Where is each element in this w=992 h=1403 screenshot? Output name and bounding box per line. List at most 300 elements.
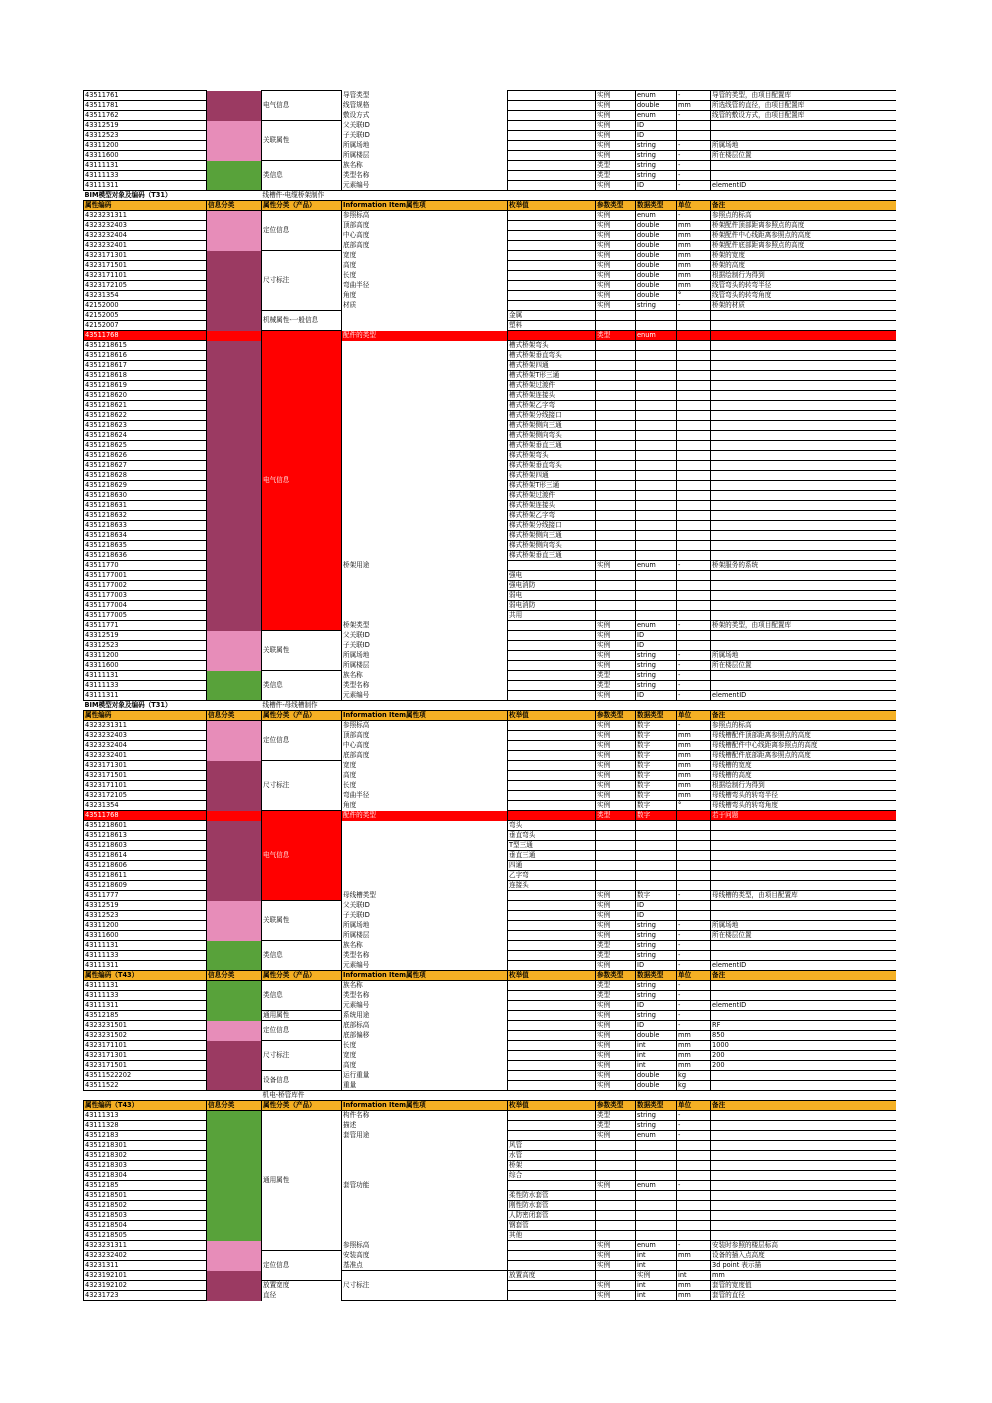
unit: ° bbox=[677, 801, 711, 811]
data-type bbox=[636, 311, 677, 321]
position-attribute-tag bbox=[207, 131, 262, 141]
enum-value bbox=[508, 1001, 596, 1011]
info-item bbox=[342, 861, 508, 871]
note bbox=[711, 1191, 897, 1201]
table-row bbox=[84, 721, 897, 731]
param-type: 实例 bbox=[596, 791, 636, 801]
enum-value bbox=[508, 1251, 596, 1261]
electric-attribute-tag bbox=[207, 581, 262, 591]
note bbox=[711, 1221, 897, 1231]
data-type: 数字 bbox=[636, 801, 677, 811]
table-row bbox=[84, 1001, 897, 1011]
enum-value: 槽式桥架连接头 bbox=[508, 391, 596, 401]
electric-attribute-tag bbox=[207, 471, 262, 481]
table-row bbox=[84, 441, 897, 451]
attr-code: 43111311 bbox=[84, 691, 207, 701]
table-row bbox=[84, 351, 897, 361]
attr-category: 定位信息 bbox=[262, 1021, 342, 1041]
enum-value: 塑料 bbox=[508, 321, 596, 331]
electric-attribute-tag bbox=[207, 281, 262, 291]
enum-value bbox=[508, 221, 596, 231]
param-type: 类型 bbox=[596, 951, 636, 961]
enum-value bbox=[596, 1271, 636, 1281]
unit bbox=[677, 641, 711, 651]
attr-code: 4323232404 bbox=[84, 231, 207, 241]
param-type: 实例 bbox=[596, 661, 636, 671]
note bbox=[711, 411, 897, 421]
product-info-tag bbox=[207, 681, 262, 691]
data-type bbox=[636, 1151, 677, 1161]
product-info-tag bbox=[207, 1231, 262, 1241]
info-item: 桥架类型 bbox=[342, 621, 508, 631]
attr-code: 4351218616 bbox=[84, 351, 207, 361]
enum-value bbox=[508, 961, 596, 971]
table-row bbox=[84, 131, 897, 141]
position-attribute-tag bbox=[207, 221, 262, 231]
info-item bbox=[342, 421, 508, 431]
param-type: 实例 bbox=[596, 901, 636, 911]
param-type: 实例 bbox=[596, 1261, 636, 1271]
param-type: 类型 bbox=[596, 1111, 636, 1121]
table-row bbox=[84, 631, 897, 641]
data-type bbox=[636, 1141, 677, 1151]
note bbox=[711, 131, 897, 141]
data-type: 数字 bbox=[636, 891, 677, 901]
param-type bbox=[596, 1231, 636, 1241]
param-type: 实例 bbox=[596, 1291, 636, 1301]
unit: - bbox=[677, 111, 711, 121]
note: 桥架配件底部距离参照点的高度 bbox=[711, 241, 897, 251]
attr-code: 43111131 bbox=[84, 941, 207, 951]
data-type bbox=[636, 501, 677, 511]
data-type: string bbox=[636, 941, 677, 951]
data-type bbox=[636, 321, 677, 331]
unit: - bbox=[677, 1121, 711, 1131]
param-type: 实例 bbox=[596, 771, 636, 781]
unit bbox=[677, 901, 711, 911]
enum-value: 乙字弯 bbox=[508, 871, 596, 881]
info-item: 参照标高 bbox=[342, 1241, 508, 1251]
unit: mm bbox=[677, 771, 711, 781]
param-type: 实例 bbox=[596, 961, 636, 971]
data-type: string bbox=[636, 661, 677, 671]
enum-value bbox=[508, 641, 596, 651]
note: 根据绘制行为得到 bbox=[711, 781, 897, 791]
position-attribute-tag bbox=[207, 721, 262, 731]
table-row bbox=[84, 571, 897, 581]
enum-value bbox=[508, 671, 596, 681]
note bbox=[711, 601, 897, 611]
attr-code: 4351218632 bbox=[84, 511, 207, 521]
electric-attribute-tag bbox=[207, 391, 262, 401]
param-type: 实例 bbox=[596, 1071, 636, 1081]
attr-code: 43111311 bbox=[84, 961, 207, 971]
table-row bbox=[84, 851, 897, 861]
unit: mm bbox=[677, 251, 711, 261]
unit: mm bbox=[677, 1051, 711, 1061]
note bbox=[711, 381, 897, 391]
attr-code: 4351218502 bbox=[84, 1201, 207, 1211]
attr-category: 通用属性 bbox=[262, 1011, 342, 1021]
highlighted-row bbox=[84, 331, 897, 341]
enum-value: 柔性防水套管 bbox=[508, 1191, 596, 1201]
info-item bbox=[342, 511, 508, 521]
unit bbox=[677, 461, 711, 471]
unit: kg bbox=[677, 1071, 711, 1081]
info-item: 套管用途 bbox=[342, 1131, 508, 1141]
table-row bbox=[84, 271, 897, 281]
param-type: 实例 bbox=[636, 1271, 677, 1281]
info-item: 宽度 bbox=[342, 1051, 508, 1061]
note bbox=[711, 121, 897, 131]
unit bbox=[677, 331, 711, 341]
param-type: 实例 bbox=[596, 261, 636, 271]
info-item: 线管规格 bbox=[342, 101, 508, 111]
electric-attribute-tag bbox=[207, 351, 262, 361]
attr-code: 4323171301 bbox=[84, 251, 207, 261]
unit: mm bbox=[677, 781, 711, 791]
section-subtitle: 机电-桥管库件 bbox=[262, 1091, 897, 1101]
unit: mm bbox=[677, 1291, 711, 1301]
table-row bbox=[84, 1011, 897, 1021]
electric-attribute-tag bbox=[207, 811, 262, 821]
enum-value bbox=[508, 111, 596, 121]
param-type bbox=[596, 841, 636, 851]
enum-value: 弱电 bbox=[508, 591, 596, 601]
unit bbox=[677, 821, 711, 831]
info-item: 中心高度 bbox=[342, 231, 508, 241]
note: 所在楼层位置 bbox=[711, 931, 897, 941]
attr-category: 尺寸标注 bbox=[262, 1041, 342, 1071]
attr-code: 4323192102 bbox=[84, 1281, 207, 1291]
section-title bbox=[84, 1091, 262, 1101]
info-item: 运行重量 bbox=[342, 1071, 508, 1081]
data-type: string bbox=[636, 981, 677, 991]
info-item bbox=[342, 881, 508, 891]
product-info-tag bbox=[207, 1011, 262, 1021]
data-type: double bbox=[636, 281, 677, 291]
header-attr-code: 属性编码（T43） bbox=[84, 971, 207, 981]
note bbox=[711, 911, 897, 921]
attr-code: 4323171101 bbox=[84, 271, 207, 281]
data-type: enum bbox=[636, 211, 677, 221]
data-type: enum bbox=[636, 1181, 677, 1191]
unit: - bbox=[677, 981, 711, 991]
enum-value: 槽式桥架乙字弯 bbox=[508, 401, 596, 411]
note bbox=[711, 941, 897, 951]
note bbox=[711, 1121, 897, 1131]
enum-value bbox=[508, 281, 596, 291]
param-type bbox=[596, 531, 636, 541]
attr-code: 43111133 bbox=[84, 171, 207, 181]
note: 所在楼层位置 bbox=[711, 661, 897, 671]
unit: mm bbox=[677, 761, 711, 771]
enum-value bbox=[508, 291, 596, 301]
enum-value bbox=[508, 721, 596, 731]
info-item: 元素编号 bbox=[342, 961, 508, 971]
unit bbox=[677, 431, 711, 441]
note bbox=[711, 901, 897, 911]
unit bbox=[677, 631, 711, 641]
param-type bbox=[596, 401, 636, 411]
enum-value bbox=[508, 731, 596, 741]
data-type bbox=[636, 861, 677, 871]
enum-value bbox=[508, 991, 596, 1001]
position-attribute-tag bbox=[207, 1251, 262, 1261]
param-type bbox=[596, 321, 636, 331]
info-item: 安装高度 bbox=[342, 1251, 508, 1261]
unit bbox=[677, 1221, 711, 1231]
table-row bbox=[84, 581, 897, 591]
note bbox=[711, 821, 897, 831]
table-row bbox=[84, 551, 897, 561]
attr-code: 43511771 bbox=[84, 621, 207, 631]
attr-code: 43231354 bbox=[84, 801, 207, 811]
note: 桥架的材质 bbox=[711, 301, 897, 311]
unit: mm bbox=[677, 261, 711, 271]
data-type: ID bbox=[636, 961, 677, 971]
data-type: string bbox=[636, 151, 677, 161]
note bbox=[711, 1211, 897, 1221]
attr-category: 类信息 bbox=[262, 941, 342, 971]
unit: - bbox=[677, 561, 711, 571]
unit: - bbox=[677, 1011, 711, 1021]
attr-code: 43111328 bbox=[84, 1121, 207, 1131]
product-info-tag bbox=[207, 1141, 262, 1151]
enum-value: 综合 bbox=[508, 1171, 596, 1181]
position-attribute-tag bbox=[207, 211, 262, 221]
attr-code: 4351218614 bbox=[84, 851, 207, 861]
electric-attribute-tag bbox=[207, 571, 262, 581]
enum-value bbox=[508, 1081, 596, 1091]
table-row bbox=[84, 1241, 897, 1251]
note: 母线槽配件中心线距离参照点的高度 bbox=[711, 741, 897, 751]
header-note: 备注 bbox=[711, 1101, 897, 1111]
position-attribute-tag bbox=[207, 741, 262, 751]
unit: mm bbox=[677, 101, 711, 111]
info-item bbox=[342, 1201, 508, 1211]
electric-attribute-tag bbox=[207, 1081, 262, 1091]
enum-value bbox=[508, 121, 596, 131]
attr-code: 4351218503 bbox=[84, 1211, 207, 1221]
param-type: 实例 bbox=[596, 221, 636, 231]
attr-code: 4351218624 bbox=[84, 431, 207, 441]
position-attribute-tag bbox=[207, 901, 262, 911]
note: elementID bbox=[711, 1001, 897, 1011]
table-row bbox=[84, 731, 897, 741]
param-type bbox=[596, 591, 636, 601]
unit: - bbox=[677, 151, 711, 161]
enum-value: 槽式桥架侧向弯头 bbox=[508, 431, 596, 441]
table-row bbox=[84, 1111, 897, 1121]
info-item: 高度 bbox=[342, 261, 508, 271]
data-type bbox=[636, 601, 677, 611]
electric-attribute-tag bbox=[207, 791, 262, 801]
attr-code: 4323232403 bbox=[84, 731, 207, 741]
param-type: 实例 bbox=[596, 1281, 636, 1291]
table-row bbox=[84, 871, 897, 881]
param-type: 实例 bbox=[596, 1251, 636, 1261]
attr-code: 4351218620 bbox=[84, 391, 207, 401]
param-type: 实例 bbox=[596, 211, 636, 221]
param-type bbox=[596, 351, 636, 361]
header-info-item: Information Item属性项 bbox=[342, 201, 508, 211]
param-type: 实例 bbox=[596, 1131, 636, 1141]
table-row bbox=[84, 231, 897, 241]
data-type: double bbox=[636, 1031, 677, 1041]
table-row bbox=[84, 881, 897, 891]
product-info-tag bbox=[207, 1001, 262, 1011]
enum-value bbox=[508, 161, 596, 171]
attr-category: 电气信息 bbox=[262, 91, 342, 121]
enum-value: 槽式桥架垂直三通 bbox=[508, 441, 596, 451]
data-type bbox=[636, 571, 677, 581]
product-info-tag bbox=[207, 671, 262, 681]
param-type bbox=[596, 501, 636, 511]
attr-category: 类信息 bbox=[262, 161, 342, 191]
note: 导管的类型，由项目配置库 bbox=[711, 91, 897, 101]
note bbox=[711, 1111, 897, 1121]
unit bbox=[677, 571, 711, 581]
table-row bbox=[84, 211, 897, 221]
param-type: 类型 bbox=[596, 981, 636, 991]
note bbox=[711, 1161, 897, 1171]
note: 200 bbox=[711, 1061, 897, 1071]
unit bbox=[677, 1211, 711, 1221]
info-item: 直径 bbox=[262, 1291, 342, 1301]
unit: - bbox=[677, 161, 711, 171]
note: 1000 bbox=[711, 1041, 897, 1051]
enum-value bbox=[508, 151, 596, 161]
note: 母线槽的高度 bbox=[711, 771, 897, 781]
data-type: ID bbox=[636, 181, 677, 191]
unit bbox=[677, 351, 711, 361]
enum-value: 刚性防水套管 bbox=[508, 1201, 596, 1211]
attr-code: 4323172105 bbox=[84, 791, 207, 801]
data-type: 数字 bbox=[636, 791, 677, 801]
data-type: int bbox=[636, 1051, 677, 1061]
param-type bbox=[596, 611, 636, 621]
electric-attribute-tag bbox=[207, 441, 262, 451]
info-item bbox=[342, 411, 508, 421]
param-type: 实例 bbox=[596, 1041, 636, 1051]
note bbox=[711, 1201, 897, 1211]
note bbox=[711, 351, 897, 361]
enum-value: 风管 bbox=[508, 1141, 596, 1151]
data-type bbox=[636, 451, 677, 461]
param-type: 实例 bbox=[596, 301, 636, 311]
note bbox=[711, 161, 897, 171]
note bbox=[711, 361, 897, 371]
note: 桥架配件顶部距离参照点的高度 bbox=[711, 221, 897, 231]
info-item bbox=[342, 821, 508, 831]
note bbox=[711, 841, 897, 851]
electric-attribute-tag bbox=[207, 491, 262, 501]
param-type: 实例 bbox=[596, 561, 636, 571]
unit bbox=[677, 1191, 711, 1201]
unit: mm bbox=[677, 231, 711, 241]
attr-code: 43111131 bbox=[84, 161, 207, 171]
note bbox=[711, 951, 897, 961]
unit: - bbox=[677, 931, 711, 941]
note bbox=[711, 861, 897, 871]
table-row bbox=[84, 931, 897, 941]
info-item: 重量 bbox=[342, 1081, 508, 1091]
table-row bbox=[84, 521, 897, 531]
table-row bbox=[84, 691, 897, 701]
header-param-type: 参数类型 bbox=[596, 1101, 636, 1111]
param-type: 实例 bbox=[596, 101, 636, 111]
attr-code: 4351218606 bbox=[84, 861, 207, 871]
electric-attribute-tag bbox=[207, 341, 262, 351]
enum-value bbox=[508, 951, 596, 961]
info-item: 中心高度 bbox=[342, 741, 508, 751]
param-type: 实例 bbox=[596, 651, 636, 661]
table-row bbox=[84, 181, 897, 191]
unit: - bbox=[677, 1181, 711, 1191]
data-type bbox=[636, 611, 677, 621]
data-type: string bbox=[636, 171, 677, 181]
note: 200 bbox=[711, 1051, 897, 1061]
param-type: 实例 bbox=[596, 931, 636, 941]
info-item: 子关联ID bbox=[342, 641, 508, 651]
info-item bbox=[342, 541, 508, 551]
table-row bbox=[84, 411, 897, 421]
info-item: 材质 bbox=[342, 301, 508, 311]
enum-value: 垂直弯头 bbox=[508, 831, 596, 841]
param-type: 实例 bbox=[596, 1011, 636, 1021]
unit bbox=[677, 841, 711, 851]
table-row bbox=[84, 901, 897, 911]
attr-code: 4323192101 bbox=[84, 1271, 207, 1281]
data-type: string bbox=[636, 301, 677, 311]
unit bbox=[677, 591, 711, 601]
header-info-class: 信息分类 bbox=[207, 1101, 262, 1111]
attr-code: 4323171101 bbox=[84, 781, 207, 791]
header-info-class: 信息分类 bbox=[207, 711, 262, 721]
header-unit: 单位 bbox=[677, 201, 711, 211]
info-item: 放置宽度 bbox=[262, 1281, 342, 1291]
enum-value bbox=[508, 891, 596, 901]
info-item bbox=[342, 481, 508, 491]
unit: mm bbox=[677, 791, 711, 801]
table-row bbox=[84, 111, 897, 121]
attr-code: 43111133 bbox=[84, 681, 207, 691]
data-type: 数字 bbox=[636, 761, 677, 771]
param-type: 类型 bbox=[596, 681, 636, 691]
data-type bbox=[636, 831, 677, 841]
table-row bbox=[84, 801, 897, 811]
attr-code: 4323171501 bbox=[84, 1061, 207, 1071]
enum-value: 槽式桥架垂直弯头 bbox=[508, 351, 596, 361]
param-type bbox=[596, 441, 636, 451]
electric-attribute-tag bbox=[207, 511, 262, 521]
enum-value bbox=[508, 941, 596, 951]
param-type bbox=[596, 451, 636, 461]
param-type bbox=[596, 551, 636, 561]
unit: - bbox=[677, 141, 711, 151]
note: 所属场地 bbox=[711, 141, 897, 151]
info-item: 系统用途 bbox=[342, 1011, 508, 1021]
data-type: double bbox=[636, 271, 677, 281]
note bbox=[711, 551, 897, 561]
enum-value bbox=[508, 901, 596, 911]
attr-code: 43111311 bbox=[84, 1001, 207, 1011]
data-type bbox=[636, 411, 677, 421]
spreadsheet-page bbox=[83, 90, 896, 1311]
param-type: 实例 bbox=[596, 761, 636, 771]
electric-attribute-tag bbox=[207, 321, 262, 331]
